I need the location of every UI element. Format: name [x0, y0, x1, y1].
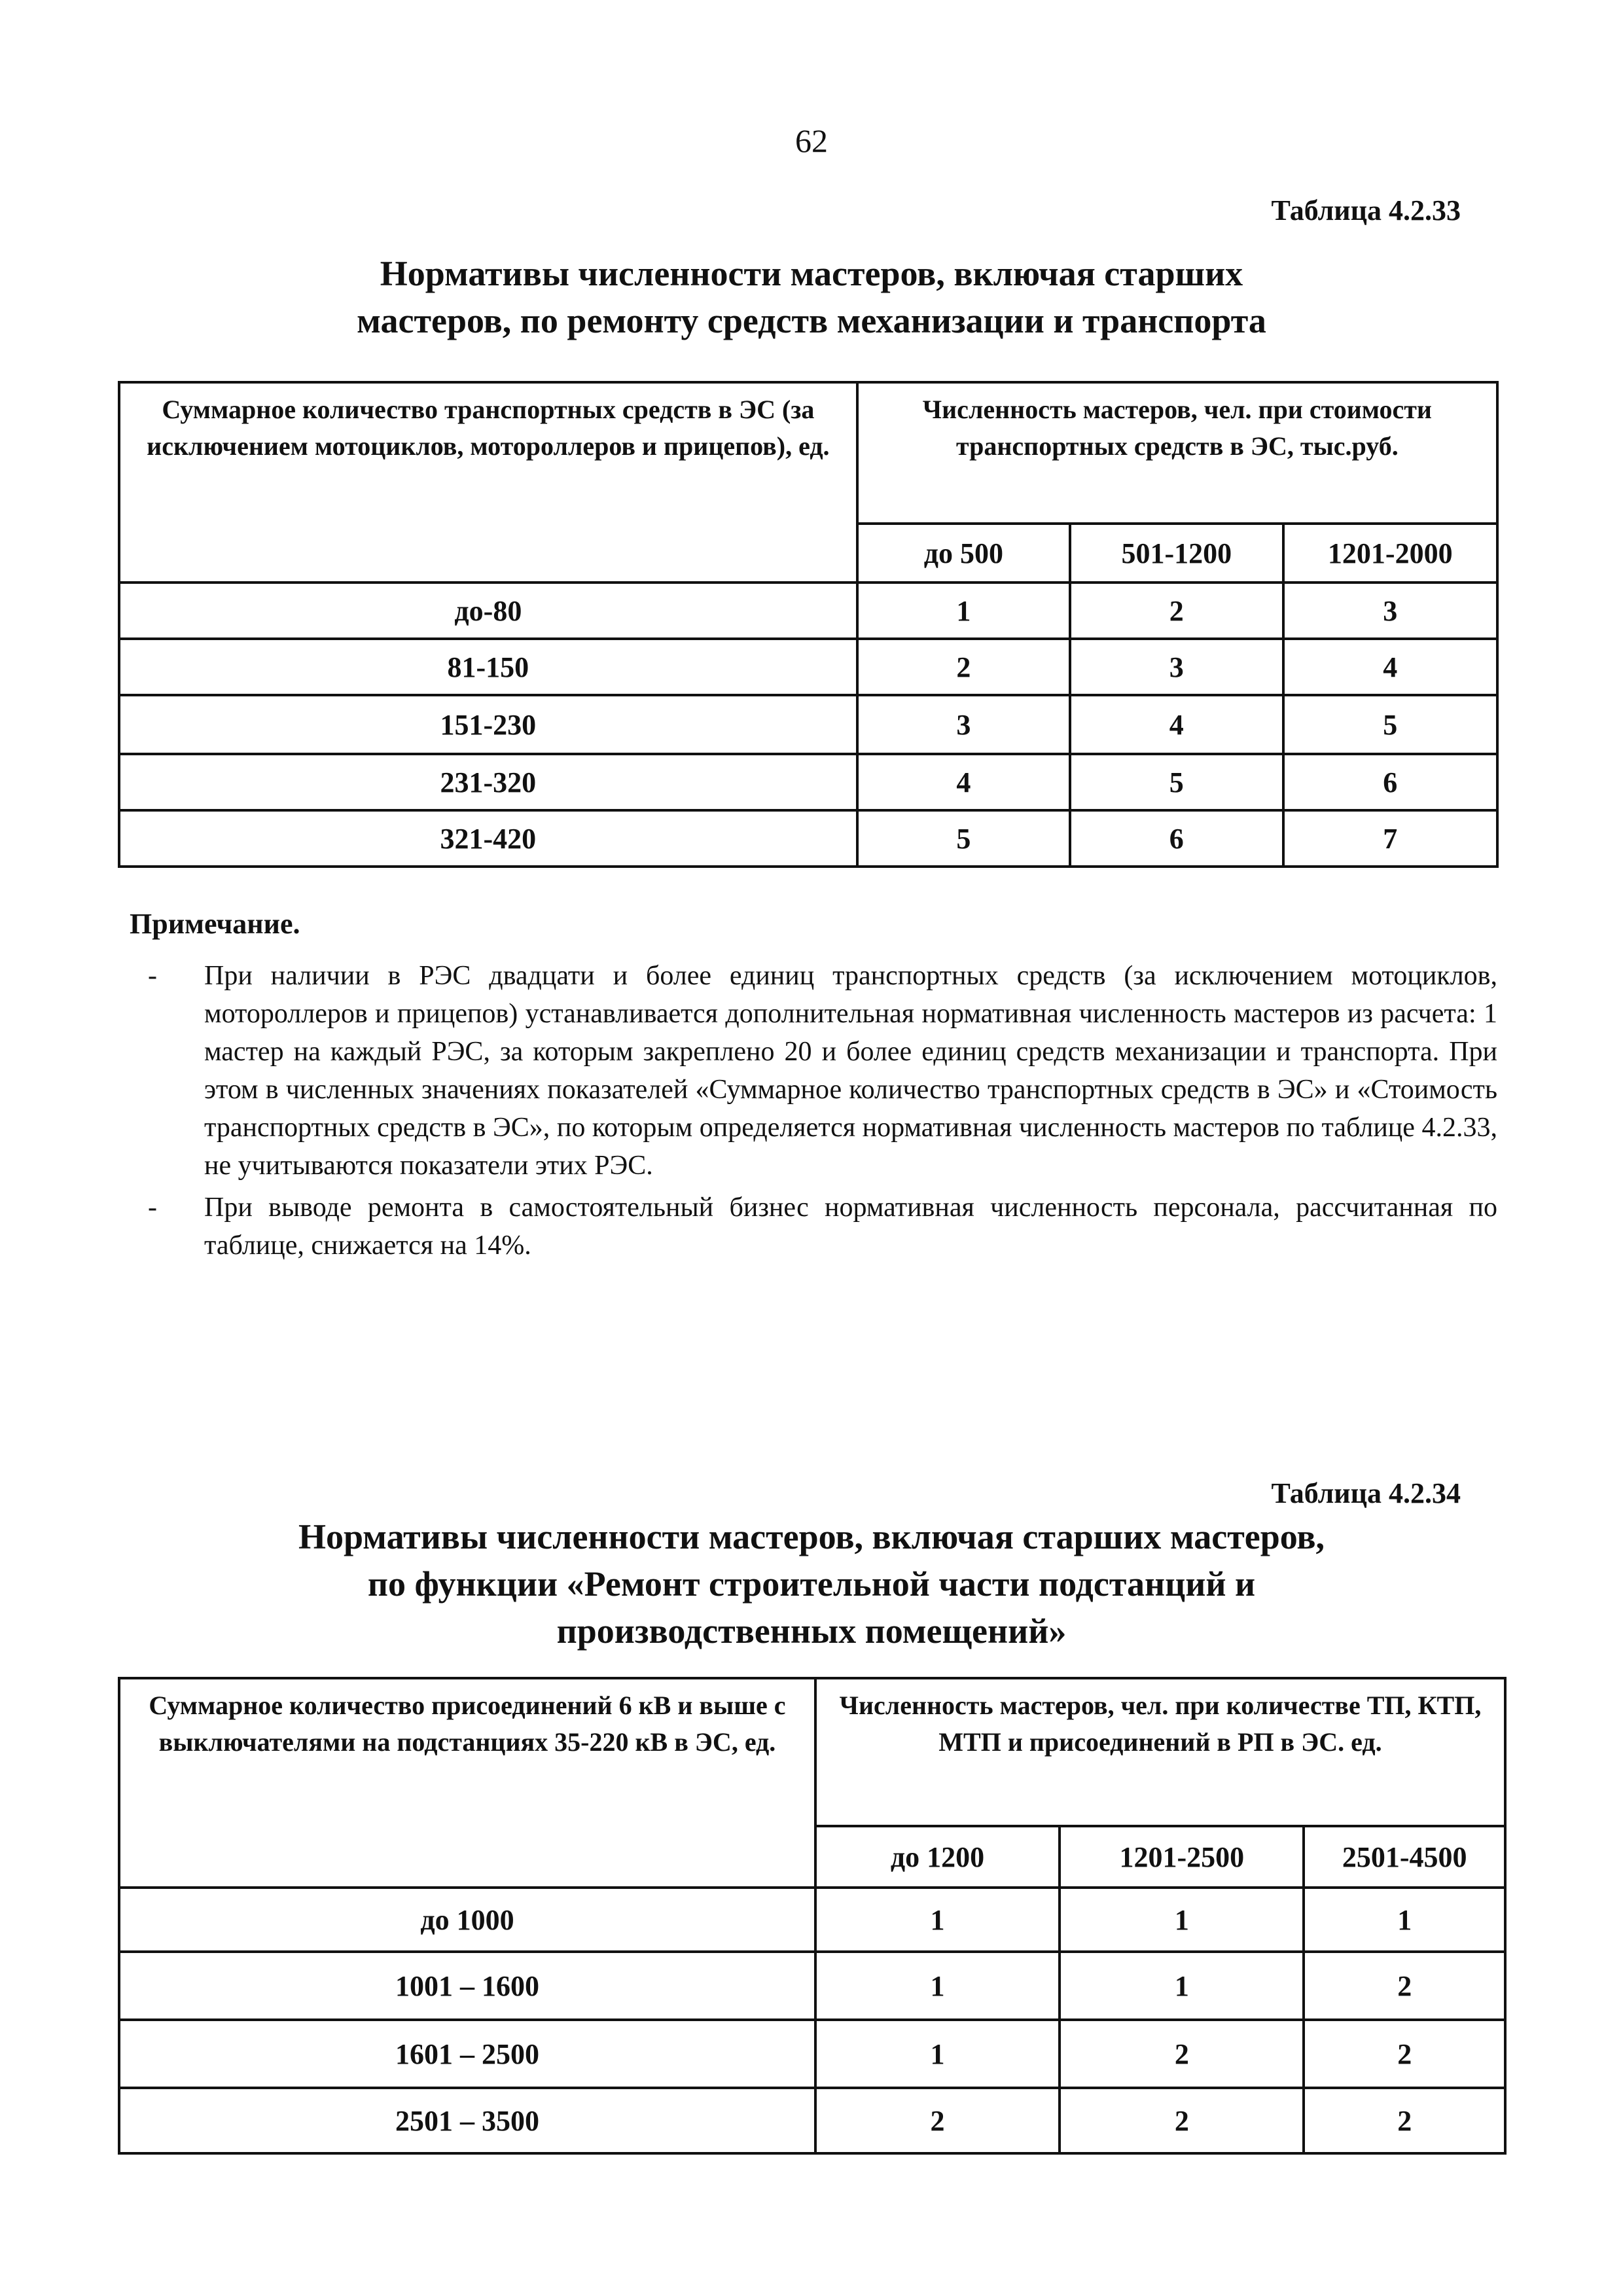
table-row [119, 2020, 1505, 2088]
table-row [119, 695, 1497, 754]
table-cell: 4 [1070, 695, 1283, 754]
table-1-header-left: Суммарное количество транспортных средств в ЭС (за исключением мотоциклов, мотороллеров и прицепов), ед. [119, 382, 857, 583]
table-2-title-line: по функции «Ремонт строительной части подстанций и [367, 1564, 1256, 1604]
table-cell: 6 [1070, 810, 1283, 867]
note-list [148, 957, 1497, 1268]
page-number: 62 [795, 122, 828, 159]
table-2-subheader: до 1200 [815, 1826, 1060, 1888]
table-cell: 5 [1283, 695, 1497, 754]
note-label: Примечание. [130, 908, 300, 940]
table-1-subheader: 501-1200 [1070, 524, 1283, 583]
table-row [119, 754, 1497, 810]
row-label: 151-230 [119, 695, 857, 754]
table-row [119, 2088, 1505, 2153]
table-1-title-line: мастеров, по ремонту средств механизации и транспорта [357, 301, 1266, 340]
table-cell: 3 [857, 695, 1070, 754]
table-1-title [196, 250, 1427, 344]
table-cell: 7 [1283, 810, 1497, 867]
table-cell: 2 [815, 2088, 1060, 2153]
list-dash: - [148, 1193, 157, 1223]
table-2 [118, 1677, 1507, 2155]
note-item [148, 957, 1497, 1185]
table-2-subheader: 2501-4500 [1304, 1826, 1505, 1888]
table-row [119, 639, 1497, 695]
table-1-title-line: Нормативы численности мастеров, включая старших [380, 254, 1243, 293]
table-cell: 2 [1304, 1952, 1505, 2020]
table-cell: 5 [857, 810, 1070, 867]
table-cell: 1 [815, 1952, 1060, 2020]
table-cell: 2 [1304, 2020, 1505, 2088]
table-1-id: Таблица 4.2.33 [1271, 194, 1461, 226]
note-item-text: При выводе ремонта в самостоятельный бизнес нормативная численность персонала, рассчитанная по таблице, снижается на 14%. [204, 1193, 1497, 1261]
table-cell: 1 [815, 2020, 1060, 2088]
row-label: до-80 [119, 583, 857, 639]
table-row [119, 1888, 1505, 1952]
table-cell: 3 [1283, 583, 1497, 639]
table-cell: 2 [1060, 2088, 1304, 2153]
row-label: 2501 – 3500 [119, 2088, 815, 2153]
table-cell: 4 [1283, 639, 1497, 695]
table-1-header-right: Численность мастеров, чел. при стоимости транспортных средств в ЭС, тыс.руб. [857, 382, 1497, 524]
row-label: 1001 – 1600 [119, 1952, 815, 2020]
table-2-subheader: 1201-2500 [1060, 1826, 1304, 1888]
table-cell: 1 [815, 1888, 1060, 1952]
row-label: 1601 – 2500 [119, 2020, 815, 2088]
table-row [119, 583, 1497, 639]
row-label: до 1000 [119, 1888, 815, 1952]
table-cell: 4 [857, 754, 1070, 810]
table-2-title-line: производственных помещений» [556, 1611, 1067, 1651]
table-cell: 2 [1070, 583, 1283, 639]
table-cell: 2 [1060, 2020, 1304, 2088]
table-row [119, 1952, 1505, 2020]
table-cell: 5 [1070, 754, 1283, 810]
table-cell: 1 [1304, 1888, 1505, 1952]
table-cell: 1 [857, 583, 1070, 639]
table-1-header-row [119, 382, 1497, 524]
table-cell: 2 [857, 639, 1070, 695]
table-2-header-right: Численность мастеров, чел. при количестве ТП, КТП, МТП и присоединений в РП в ЭС. ед. [815, 1678, 1505, 1826]
table-1-subheader: 1201-2000 [1283, 524, 1497, 583]
table-2-header-row [119, 1678, 1505, 1826]
table-cell: 3 [1070, 639, 1283, 695]
table-1-subheader: до 500 [857, 524, 1070, 583]
note-item-text: При наличии в РЭС двадцати и более единиц транспортных средств (за исключением мотоциклов, мотороллеров и прицепов) устанавливается дополнительная нормативная численность мастеров из расчета: 1 мастер на каждый РЭС, за которым закреплено 20 и более единиц средств механизации и транспорта. При этом в численных значениях показателей «Суммарное количество транспортных средств в ЭС» и «Стоимость транспортных средств в ЭС», по которым определяется нормативная численность мастеров по таблице 4.2.33, не учитываются показатели этих РЭС. [204, 961, 1497, 1181]
table-2-id: Таблица 4.2.34 [1271, 1477, 1461, 1509]
row-label: 321-420 [119, 810, 857, 867]
row-label: 231-320 [119, 754, 857, 810]
note-item [148, 1189, 1497, 1265]
row-label: 81-150 [119, 639, 857, 695]
table-cell: 1 [1060, 1952, 1304, 2020]
table-row [119, 810, 1497, 867]
table-cell: 2 [1304, 2088, 1505, 2153]
table-cell: 6 [1283, 754, 1497, 810]
table-2-title [196, 1513, 1427, 1655]
table-2-header-left: Суммарное количество присоединений 6 кВ и выше с выключателями на подстанциях 35-220 кВ в ЭС, ед. [119, 1678, 815, 1888]
list-dash: - [148, 961, 157, 991]
table-2-title-line: Нормативы численности мастеров, включая старших мастеров, [298, 1517, 1325, 1556]
table-cell: 1 [1060, 1888, 1304, 1952]
table-1 [118, 381, 1499, 868]
